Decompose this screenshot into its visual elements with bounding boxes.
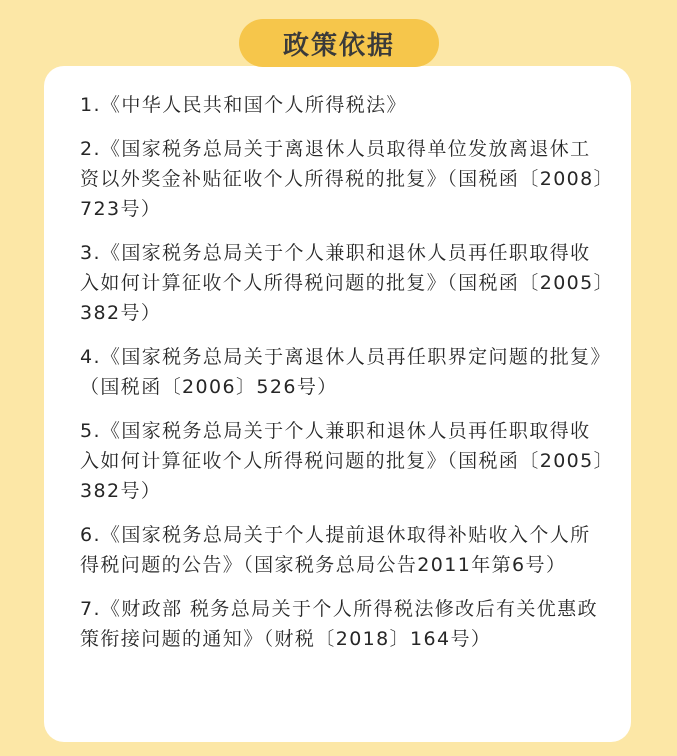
page-title: 政策依据 (282, 30, 395, 61)
title-badge (239, 19, 439, 67)
policy-item-2: 2.《国家税务总局关于离退休人员取得单位发放离退休工资以外奖金补贴征收个人所得税的批复》（国税函〔2008〕723号） (80, 138, 605, 220)
policy-card (44, 66, 631, 742)
policy-item-6: 6.《国家税务总局关于个人提前退休取得补贴收入个人所得税问题的公告》（国家税务总局公告2011年第6号） (80, 524, 591, 576)
policy-item-3: 3.《国家税务总局关于个人兼职和退休人员再任职取得收入如何计算征收个人所得税问题的批复》（国税函〔2005〕382号） (80, 242, 605, 324)
policy-item-5: 5.《国家税务总局关于个人兼职和退休人员再任职取得收入如何计算征收个人所得税问题的批复》（国税函〔2005〕382号） (80, 420, 605, 502)
policy-item-1: 1.《中华人民共和国个人所得税法》 (80, 94, 407, 116)
policy-item-7: 7.《财政部 税务总局关于个人所得税法修改后有关优惠政策衔接问题的通知》（财税〔2018〕164号） (80, 598, 598, 650)
policy-item-4: 4.《国家税务总局关于离退休人员再任职界定问题的批复》（国税函〔2006〕526号） (80, 346, 602, 398)
policy-list (80, 90, 605, 654)
